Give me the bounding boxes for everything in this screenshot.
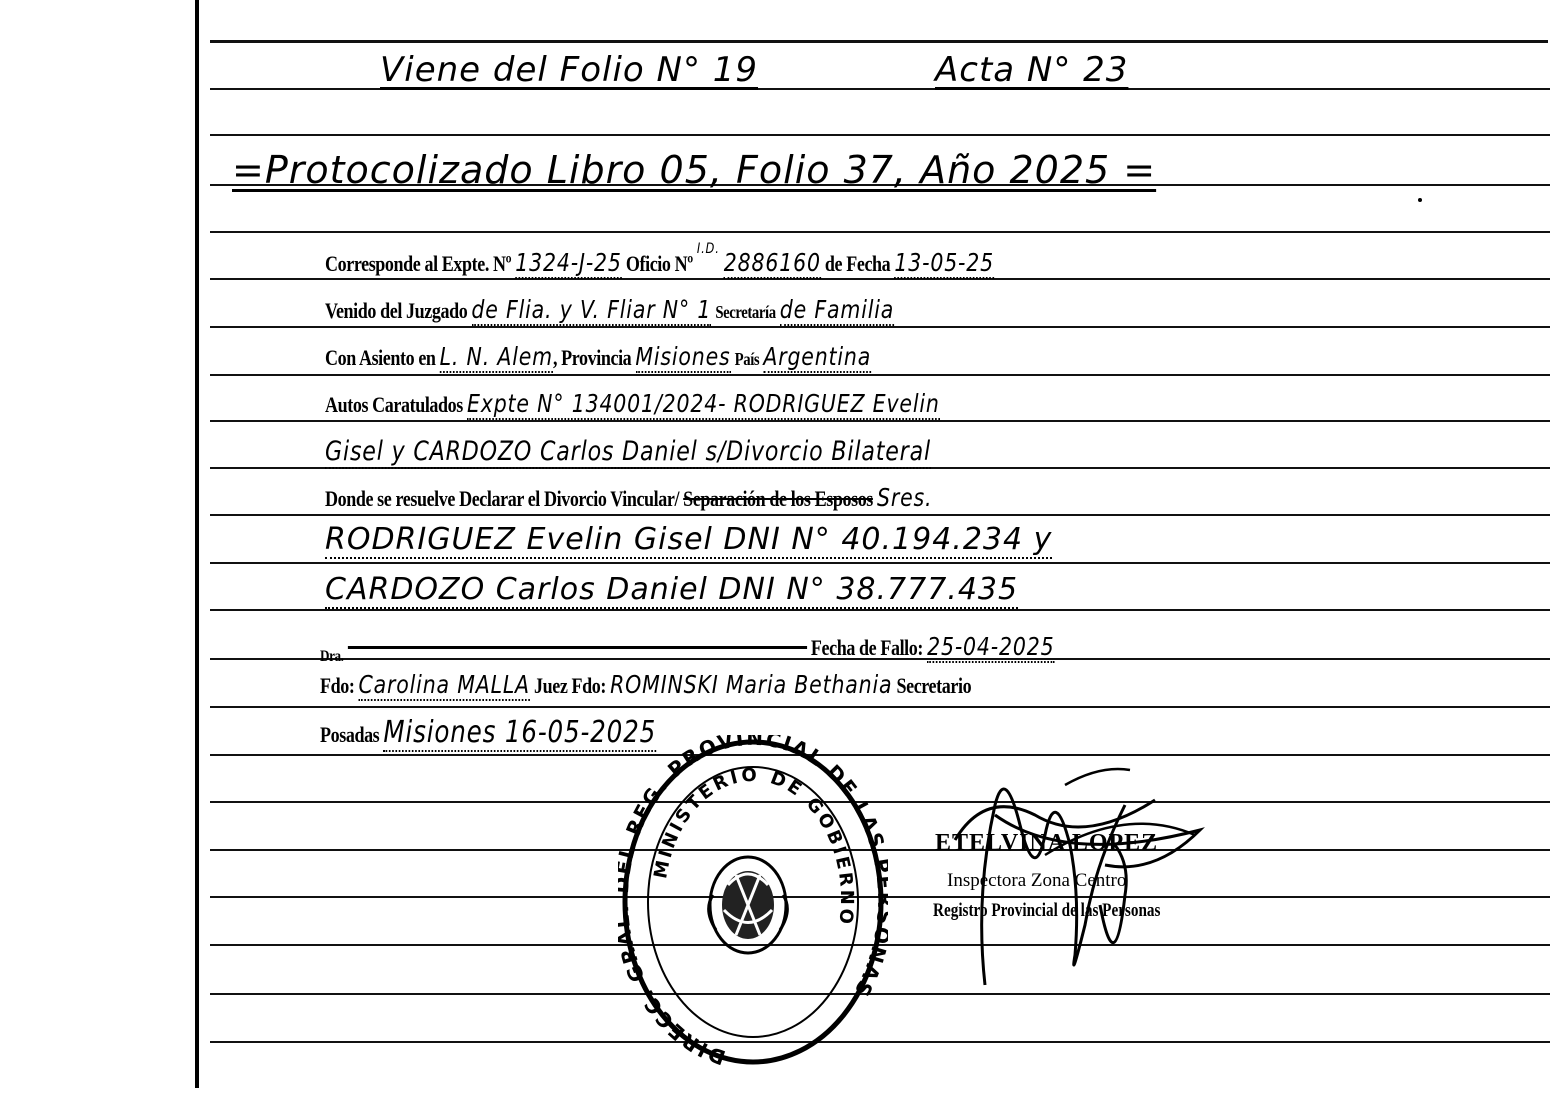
posadas-value: Misiones 16-05-2025 [383, 715, 657, 750]
resuelve-srs: Sres. [877, 483, 933, 512]
ruled-line [210, 134, 1550, 136]
fallo-row [320, 632, 1055, 665]
posadas-row [320, 715, 656, 750]
juzgado-row [325, 295, 894, 324]
folio-reference: Viene del Folio N° 19 [380, 50, 759, 90]
margin-rule [195, 0, 199, 1088]
secretaria-label: Secretaría [715, 302, 776, 322]
fallo-label: Fecha de Fallo: [810, 635, 923, 660]
resuelve-struck: Separación de los Esposos [683, 486, 873, 511]
expte-value: 1324-J-25 [515, 248, 622, 277]
ruled-line [210, 40, 1548, 43]
autos-label: Autos Caratulados [325, 392, 463, 417]
posadas-label: Posadas [320, 722, 380, 747]
fdo-label: Fdo: [320, 673, 355, 698]
fecha-label: de Fecha [824, 251, 891, 276]
protocol-line: =Protocolizado Libro 05, Folio 37, Año 2025 = [232, 148, 1157, 192]
inspector-title: Inspectora Zona Centro [947, 870, 1127, 891]
asiento-label: Con Asiento en [325, 345, 436, 370]
pais-label: País [734, 349, 760, 369]
ruled-line [210, 326, 1550, 328]
provincia-value: Misiones [635, 342, 731, 371]
fecha-value: 13-05-25 [894, 248, 995, 277]
juzgado-label: Venido del Juzgado [325, 298, 468, 323]
ruled-line [210, 514, 1550, 516]
ruled-line [210, 420, 1550, 422]
asiento-row: Con Asiento en L. N. Alem, Provincia Misiones País Argentina [325, 342, 872, 371]
autos-value-1: Expte N° 134001/2024- RODRIGUEZ Evelin [466, 389, 940, 418]
secretaria-value: de Familia [779, 295, 895, 324]
party-2: CARDOZO Carlos Daniel DNI N° 38.777.435 [325, 572, 1019, 607]
ruled-line [210, 374, 1550, 376]
seal-outer-text: DIRECC. G REG. PROVINCIAL DE LAS AS [620, 735, 888, 1070]
signature-line [348, 646, 807, 649]
dra-label: Dra. [320, 648, 344, 665]
inspector-name: ETELVINA LOPEZ [935, 830, 1159, 856]
oficio-id-mark: I.D. [696, 241, 720, 257]
expte-row [325, 241, 995, 277]
juzgado-value: de Flia. y V. Fliar N° 1 [471, 295, 712, 324]
asiento-value: L. N. Alem [439, 342, 553, 371]
autos-row [325, 389, 940, 418]
ruled-line [210, 706, 1550, 708]
autos-row-2 [325, 436, 931, 467]
resuelve-label: Donde se resuelve Declarar el Divorcio Vincular/ [325, 486, 680, 511]
expte-label: Corresponde al Expte. Nº [325, 251, 512, 276]
ruled-line [210, 562, 1550, 564]
speck [1418, 198, 1422, 202]
inspector-signature [925, 745, 1225, 1005]
inspector-office: Registro Provincial de las Personas [933, 900, 1161, 921]
oficio-label: Oficio Nº [625, 251, 693, 276]
autos-value-2: Gisel y CARDOZO Carlos Daniel s/Divorcio Bilateral [325, 436, 931, 467]
official-seal [618, 735, 888, 1070]
fallo-value: 25-04-2025 [927, 632, 1055, 661]
acta-number: Acta N° 23 [935, 50, 1129, 90]
juez-name: Carolina MALLA [358, 670, 530, 699]
seal-inner-text: MINISTERIO DE GOBIERNO [650, 764, 858, 928]
firma-row [320, 670, 971, 699]
ruled-line [210, 609, 1550, 611]
resuelve-row [325, 483, 932, 512]
secretario-name: ROMINSKI Maria Bethania [610, 670, 893, 699]
ruled-line [210, 231, 1550, 233]
secretario-label: Secretario [896, 673, 972, 698]
provincia-label: Provincia [561, 345, 632, 370]
seal-graphic [618, 735, 888, 1070]
oficio-value: 2886160 [723, 248, 821, 277]
juez-label: Juez Fdo: [534, 673, 606, 698]
ruled-line [210, 278, 1550, 280]
party-1: RODRIGUEZ Evelin Gisel DNI N° 40.194.234 y [325, 522, 1053, 557]
pais-value: Argentina [763, 342, 872, 371]
